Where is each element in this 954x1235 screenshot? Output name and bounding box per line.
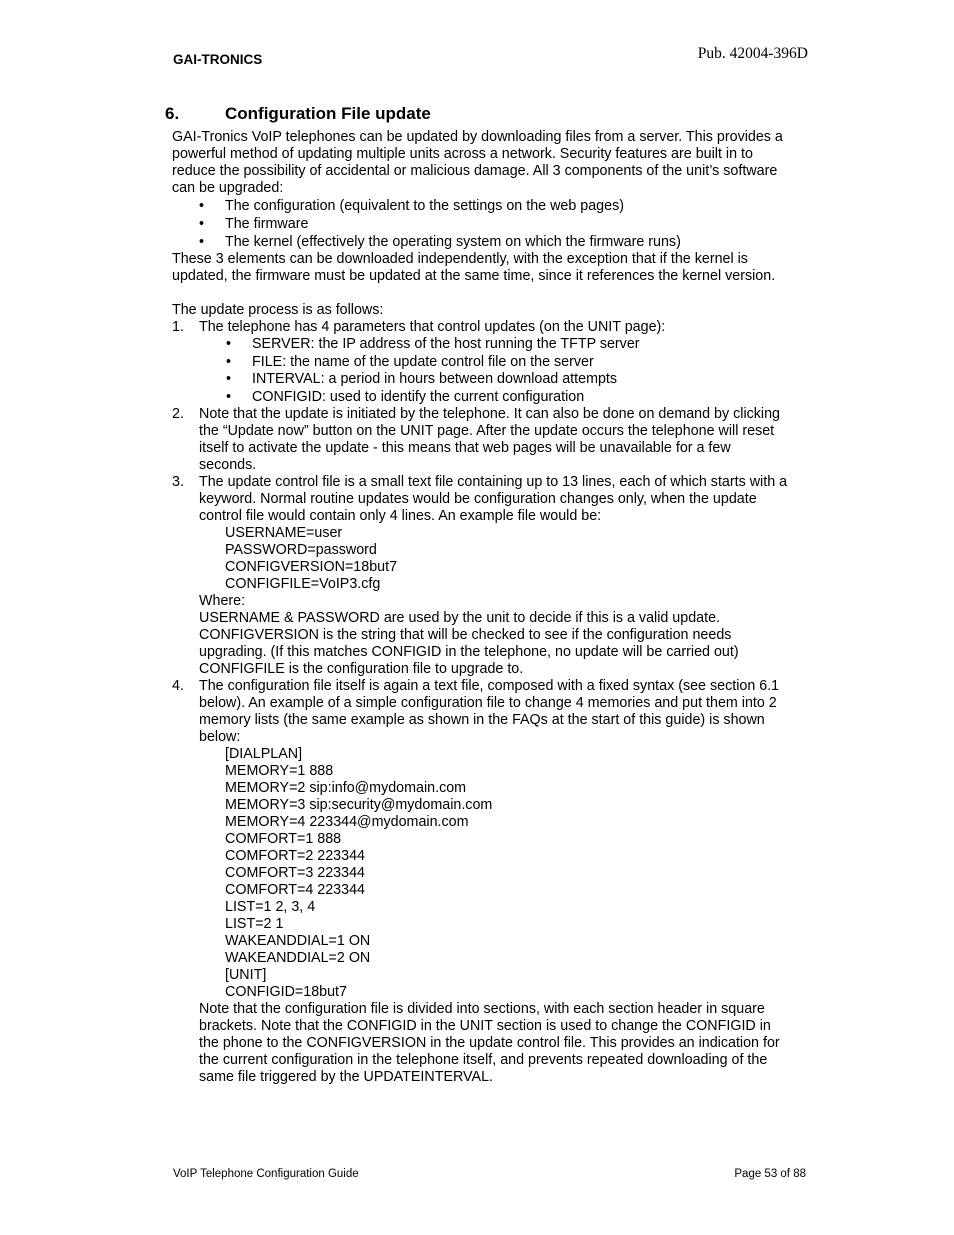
- process-lead: The update process is as follows:: [172, 302, 384, 318]
- step-text: The configuration file itself is again a text file, composed with a fixed syntax (see section 6.1 below). An example of a simple configuration file to change 4 memories and put them into 2 memory lists (the same example as shown in the FAQs at the start of this guide) is shown below:: [199, 678, 780, 745]
- intro-paragraph: GAI-Tronics VoIP telephones can be updated by downloading files from a server. This provides a powerful method of updating multiple units across a network. Security features are built in to reduce the possibility of accidental or malicious damage. All 3 components of the unit’s software can be upgraded:: [172, 129, 783, 196]
- list-item: • The configuration (equivalent to the settings on the web pages): [172, 197, 788, 215]
- step-3: [172, 474, 788, 678]
- code-line: [DIALPLAN]: [225, 746, 303, 762]
- code-line: COMFORT=3 223344: [225, 865, 365, 881]
- section-title: Configuration File update: [225, 104, 431, 123]
- code-line: COMFORT=1 888: [225, 831, 342, 847]
- page-content: [172, 129, 788, 1086]
- code-line: USERNAME=user: [225, 525, 343, 541]
- code-line: MEMORY=2 sip:info@mydomain.com: [225, 780, 467, 796]
- component-list: [172, 197, 788, 251]
- code-line: LIST=1 2, 3, 4: [225, 899, 316, 915]
- code-line: COMFORT=4 223344: [225, 882, 365, 898]
- where-line: USERNAME & PASSWORD are used by the unit to decide if this is a valid update.: [199, 610, 721, 626]
- code-line: PASSWORD=password: [225, 542, 377, 558]
- where-line: CONFIGFILE is the configuration file to upgrade to.: [199, 661, 524, 677]
- intro-after-paragraph: These 3 elements can be downloaded independently, with the exception that if the kernel is updated, the firmware must be updated at the same time, since it references the kernel version.: [172, 251, 776, 284]
- code-line: CONFIGFILE=VoIP3.cfg: [225, 576, 381, 592]
- step-number: 2.: [172, 406, 184, 422]
- list-item: • SERVER: the IP address of the host running the TFTP server: [199, 336, 788, 354]
- step-text: Note that the update is initiated by the telephone. It can also be done on demand by clicking the “Update now” button on the UNIT page. After the update occurs the telephone will reset itself to activate the update - this means that web pages will be unavailable for a few seconds.: [199, 406, 781, 473]
- code-line: CONFIGID=18but7: [225, 984, 347, 1000]
- section-number: 6.: [165, 104, 180, 123]
- code-line: CONFIGVERSION=18but7: [225, 559, 398, 575]
- code-line: WAKEANDDIAL=2 ON: [225, 950, 371, 966]
- list-item: • The kernel (effectively the operating system on which the firmware runs): [172, 233, 788, 251]
- code-line: MEMORY=1 888: [225, 763, 334, 779]
- step-text: The update control file is a small text file containing up to 13 lines, each of which starts with a keyword. Normal routine updates would be configuration changes only, when the update control file would contain only 4 lines. An example file would be:: [199, 474, 788, 524]
- step-4: [172, 678, 788, 1086]
- footer-page-number: Page 53 of 88: [734, 1168, 806, 1180]
- list-item: • CONFIGID: used to identify the current configuration: [199, 389, 788, 407]
- step-number: 1.: [172, 319, 184, 335]
- step-1: [172, 319, 788, 406]
- footer-document-title: VoIP Telephone Configuration Guide: [173, 1168, 359, 1180]
- list-item: • FILE: the name of the update control file on the server: [199, 354, 788, 372]
- section-heading: [165, 104, 431, 124]
- step-2: [172, 406, 788, 474]
- spacer: [172, 285, 788, 302]
- step-number: 4.: [172, 678, 184, 694]
- code-line: COMFORT=2 223344: [225, 848, 365, 864]
- code-line: MEMORY=4 223344@mydomain.com: [225, 814, 469, 830]
- list-item: • INTERVAL: a period in hours between download attempts: [199, 371, 788, 389]
- configuration-file-example: [199, 746, 788, 1001]
- parameter-list: [199, 336, 788, 406]
- step-number: 3.: [172, 474, 184, 490]
- step-text: The telephone has 4 parameters that control updates (on the UNIT page):: [199, 319, 666, 335]
- step-note: Note that the configuration file is divided into sections, with each section header in square brackets. Note that the CONFIGID in the UNIT section is used to change the CONFIGID in the phone to the CONFIGVERSION in the update control file. This provides an indication for the current configuration in the telephone itself, and prevents repeated downloading of the same file triggered by the UPDATEINTERVAL.: [199, 1001, 780, 1085]
- header-pub-number: Pub. 42004-396D: [697, 45, 808, 62]
- code-line: WAKEANDDIAL=1 ON: [225, 933, 371, 949]
- code-line: [UNIT]: [225, 967, 267, 983]
- list-item: • The firmware: [172, 215, 788, 233]
- where-line: CONFIGVERSION is the string that will be checked to see if the configuration needs upgrading. (If this matches CONFIGID in the telephone, no update will be carried out): [199, 627, 739, 660]
- code-line: MEMORY=3 sip:security@mydomain.com: [225, 797, 493, 813]
- where-label: Where:: [199, 593, 246, 609]
- code-line: LIST=2 1: [225, 916, 284, 932]
- header-company: GAI-TRONICS: [173, 52, 263, 67]
- process-steps: [172, 319, 788, 1086]
- update-control-file-example: [199, 525, 788, 593]
